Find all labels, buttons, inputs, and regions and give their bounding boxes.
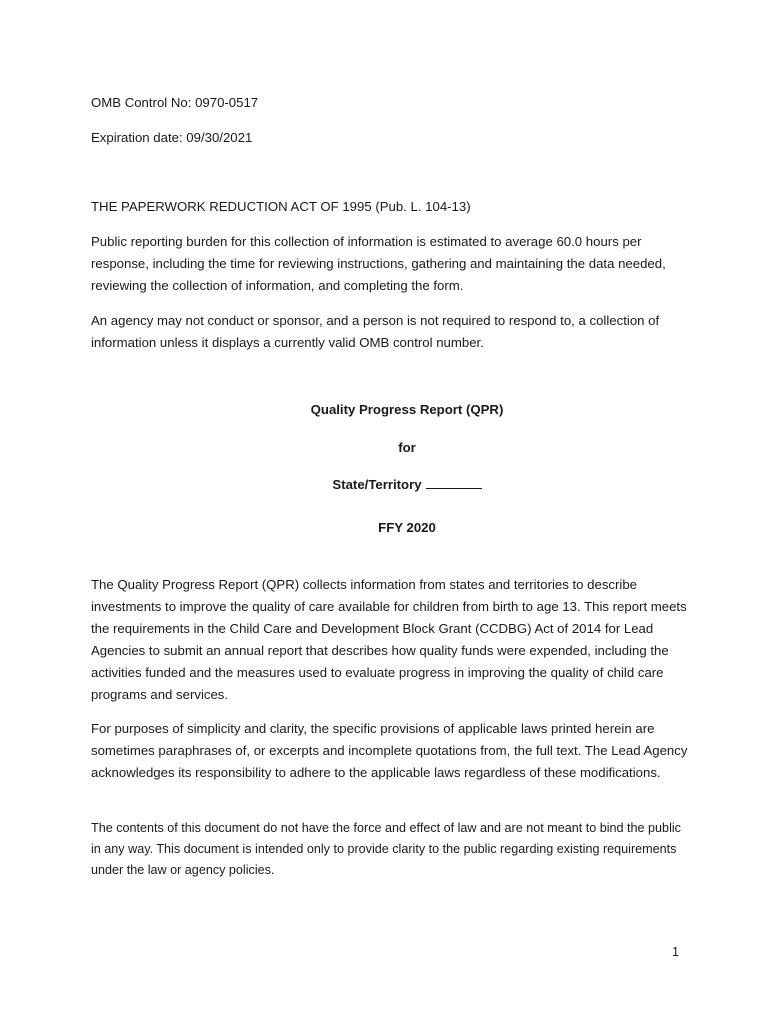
state-territory-blank <box>426 475 482 489</box>
agency-statement: An agency may not conduct or sponsor, and a person is not required to respond to, a collection of information unless it displays a currently valid OMB control number. <box>91 313 660 350</box>
report-for: for <box>398 440 416 455</box>
qpr-description-paragraph: The Quality Progress Report (QPR) collects information from states and territories to describe investments to improve the quality of care available for children from birth to age 13. This report meets the requirements in the Child Care and Development Block Grant (CCDBG) Act of 2014 for Lead Agencies to submit an annual report that describes how quality funds were expended, including the activities funded and the measures used to evaluate progress in improving the quality of child care programs and services. <box>91 577 687 702</box>
state-territory-label: State/Territory <box>332 477 422 492</box>
paperwork-act-heading: THE PAPERWORK REDUCTION ACT OF 1995 (Pub. L. 104-13) <box>91 199 471 214</box>
report-title: Quality Progress Report (QPR) <box>310 402 504 417</box>
burden-statement: Public reporting burden for this collection of information is estimated to average 60.0 hours per response, including the time for reviewing instructions, gathering and maintaining the data needed, reviewing the collection of information, and completing the form. <box>91 234 666 293</box>
page-number: 1 <box>671 945 679 959</box>
state-territory-line <box>0 474 770 496</box>
fiscal-year: FFY 2020 <box>378 520 436 535</box>
provisions-paragraph: For purposes of simplicity and clarity, the specific provisions of applicable laws printed herein are sometimes paraphrases of, or excerpts and incomplete quotations from, the full text. The Lead Agency acknowledges its responsibility to adhere to the applicable laws regardless of these modifications. <box>91 721 688 780</box>
expiration-date: Expiration date: 09/30/2021 <box>91 130 253 145</box>
omb-control-number: OMB Control No: 0970-0517 <box>91 95 259 110</box>
disclaimer-paragraph: The contents of this document do not have the force and effect of law and are not meant to bind the public in any way. This document is intended only to provide clarity to the public regarding existing requirements under the law or agency policies. <box>91 821 681 877</box>
